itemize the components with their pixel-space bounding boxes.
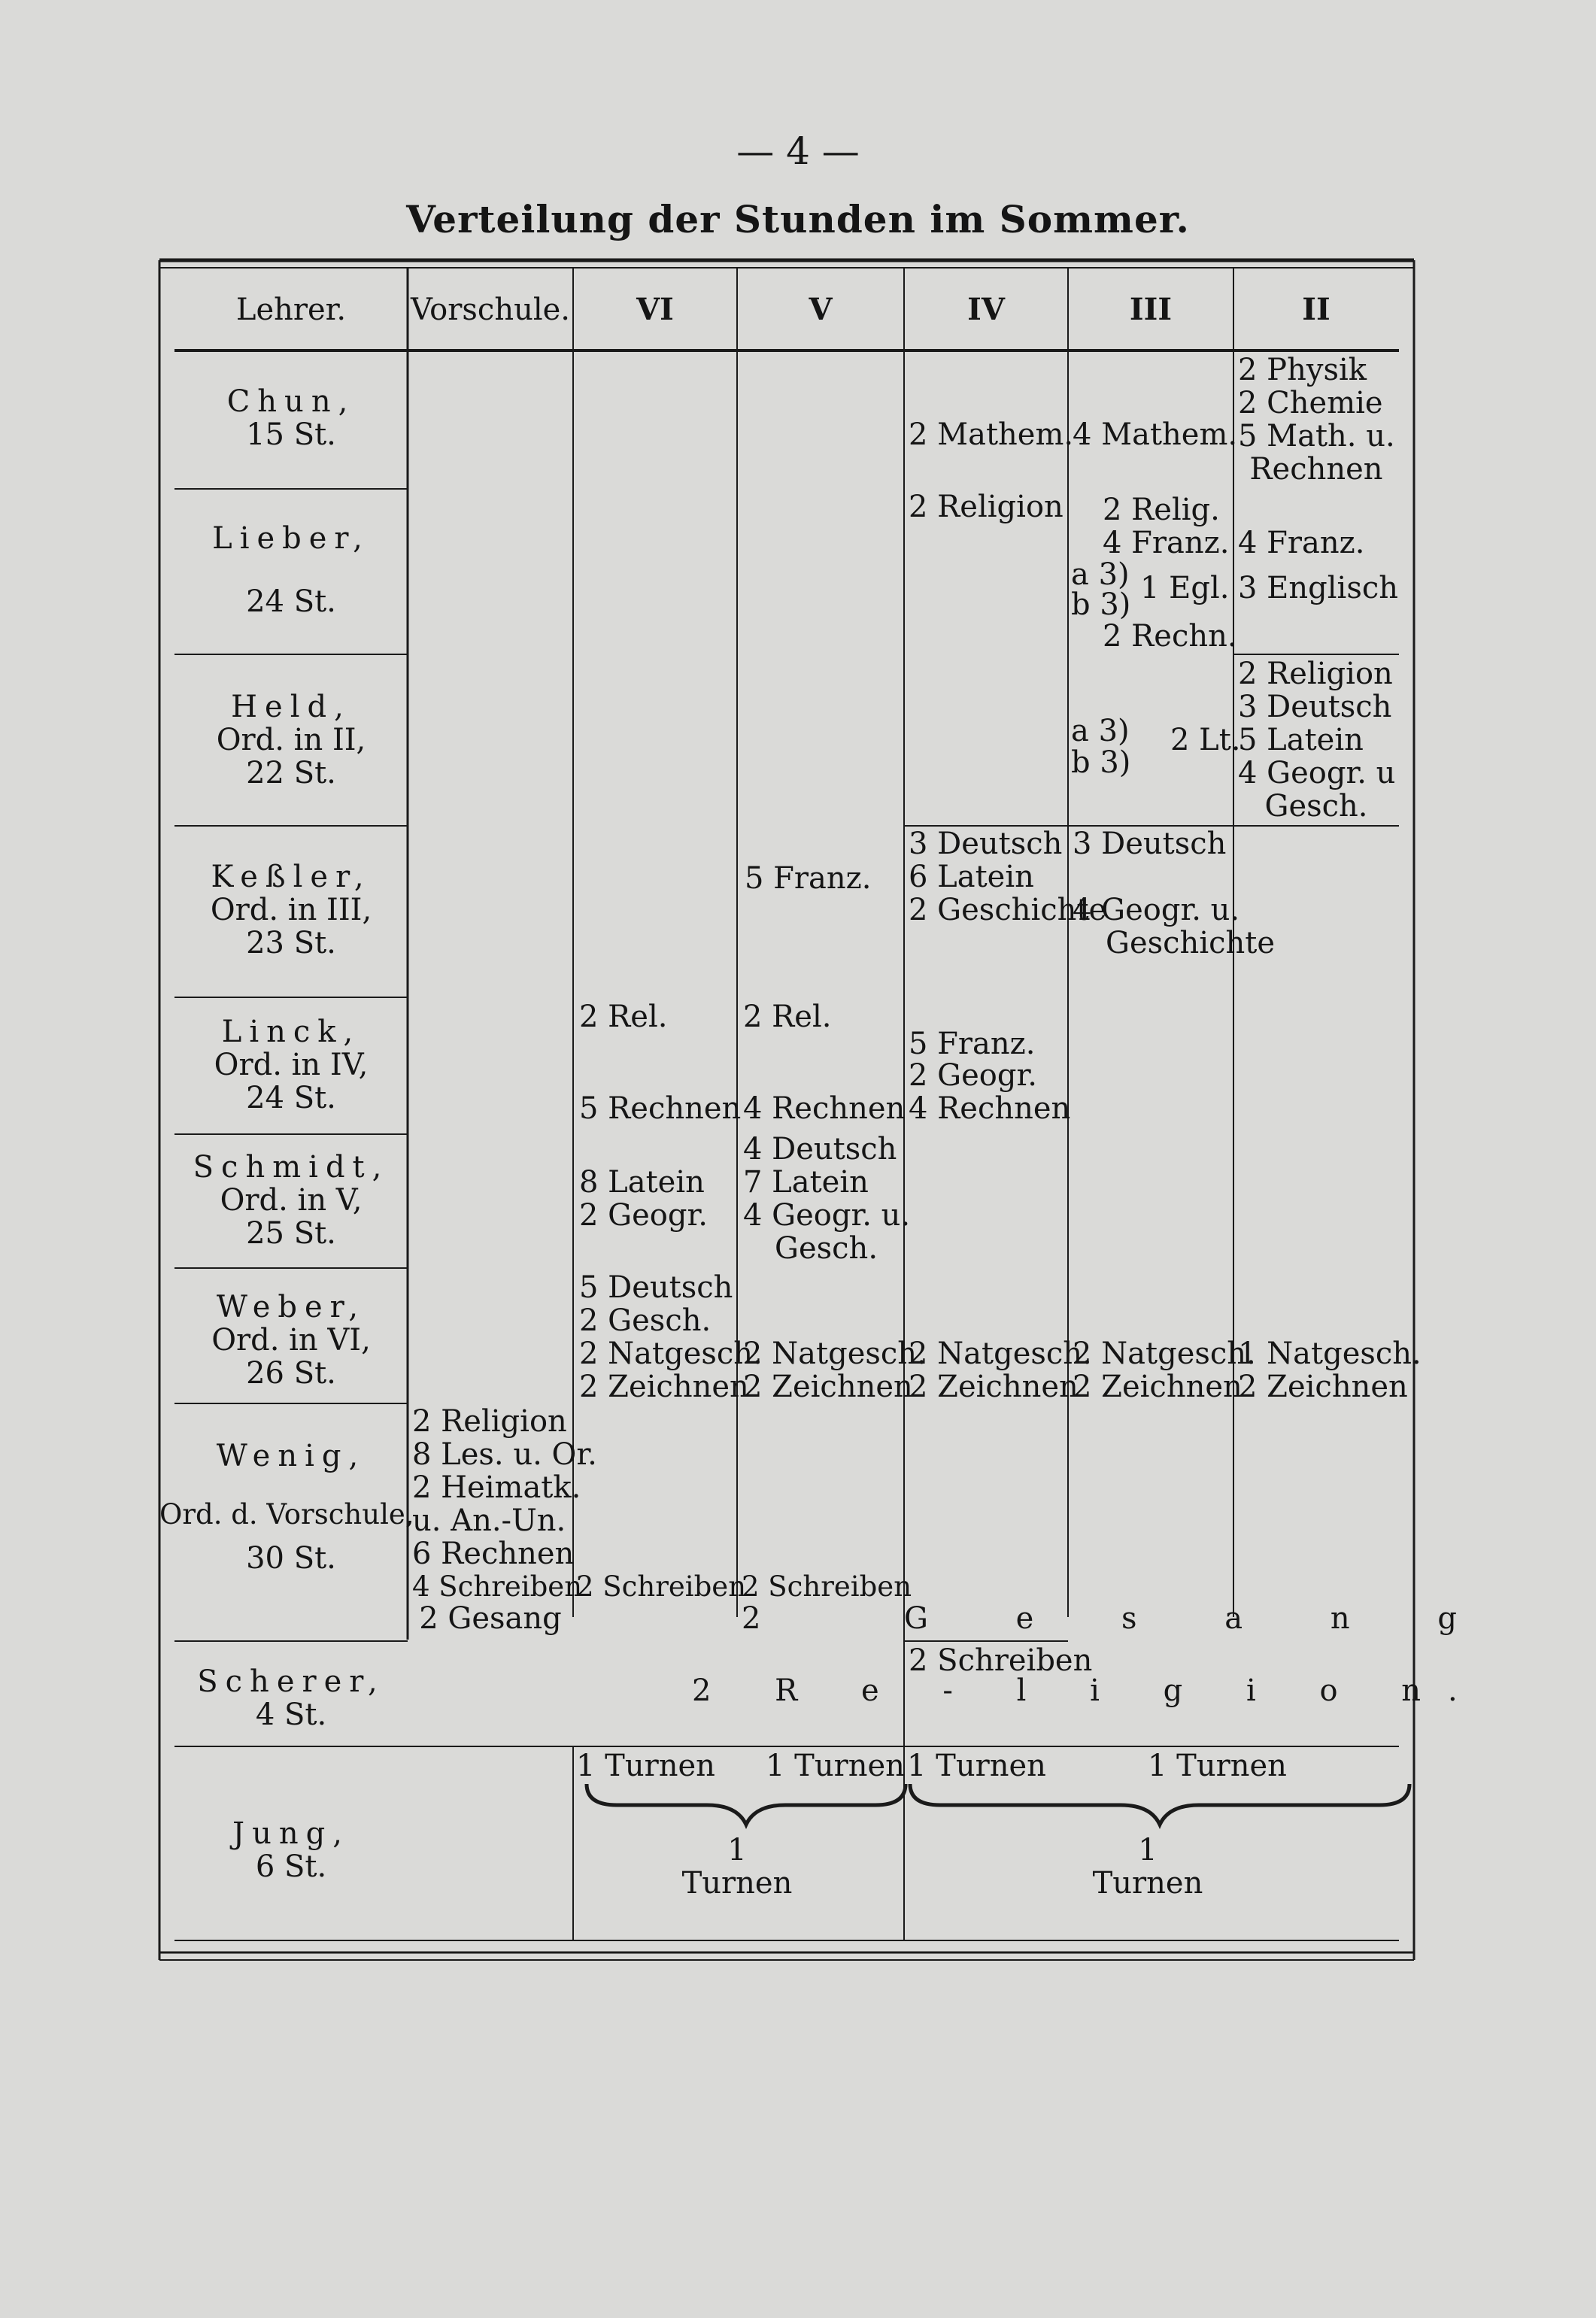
teacher-hours: 15 St. xyxy=(246,417,336,452)
schedule-cell: 4 Geogr. u xyxy=(1238,756,1396,790)
teacher-ord: Ord. in VI, xyxy=(211,1323,371,1358)
schedule-cell: 2 Natgesch. xyxy=(743,1336,927,1371)
schedule-cell: G e s a n g xyxy=(904,1601,1496,1636)
schedule-cell: 4 Geogr. u. xyxy=(1073,893,1240,927)
teacher-name: Lieber, xyxy=(212,521,370,556)
header-v: V xyxy=(809,292,833,327)
header-iv: IV xyxy=(967,292,1005,327)
teacher-hours: 30 St. xyxy=(246,1541,336,1576)
teacher-name: Wenig, xyxy=(216,1439,366,1473)
teacher-hours: 23 St. xyxy=(246,926,336,960)
schedule-cell: Geschichte xyxy=(1106,926,1276,960)
schedule-cell: 2 Zeichnen xyxy=(743,1370,913,1404)
schedule-cell: 2 Natgesch. xyxy=(1073,1336,1256,1371)
teacher-name: Linck, xyxy=(221,1015,361,1049)
schedule-cell: 3 Deutsch xyxy=(909,827,1063,861)
schedule-cell: 2 Geogr. xyxy=(909,1058,1037,1093)
header-iii: III xyxy=(1129,292,1173,327)
teacher-hours: 24 St. xyxy=(246,1081,336,1115)
schedule-cell: 1 xyxy=(727,1833,747,1867)
teacher-name: Weber, xyxy=(216,1290,366,1324)
teacher-ord: Ord. in V, xyxy=(220,1183,363,1218)
page-number: — 4 — xyxy=(736,129,860,173)
schedule-cell: 1 Natgesch. xyxy=(1238,1336,1422,1371)
teacher-hours: 25 St. xyxy=(246,1216,336,1251)
schedule-cell: 2 Zeichnen xyxy=(1073,1370,1243,1404)
schedule-cell: 2 Schreiben xyxy=(742,1570,912,1603)
teacher-name: Held, xyxy=(231,690,351,724)
schedule-cell: 1 Turnen xyxy=(1148,1749,1287,1783)
schedule-cell: 2 Religion xyxy=(412,1404,567,1439)
schedule-cell: 2 Religion xyxy=(909,490,1063,524)
schedule-cell: Gesch. xyxy=(1264,789,1368,824)
schedule-cell: 2 Lt. xyxy=(1170,723,1241,757)
teacher-ord: Ord. in II, xyxy=(216,723,366,757)
teacher-hours: 4 St. xyxy=(255,1698,327,1732)
schedule-cell: 2 Gesch. xyxy=(579,1303,712,1338)
header-vi: VI xyxy=(636,292,674,327)
schedule-cell: 2 Geschichte xyxy=(909,893,1107,927)
schedule-cell: 1 Turnen xyxy=(907,1749,1046,1783)
schedule-cell: 2 Geogr. xyxy=(579,1198,708,1233)
schedule-cell: 4 Franz. xyxy=(1238,526,1365,560)
teacher-hours: 24 St. xyxy=(246,584,336,619)
schedule-cell: a 3) xyxy=(1071,557,1130,592)
schedule-cell: 8 Latein xyxy=(579,1165,705,1200)
teacher-ord: Ord. in III, xyxy=(210,893,372,927)
schedule-cell: 5 Latein xyxy=(1238,723,1364,757)
schedule-cell: 3 Englisch xyxy=(1238,571,1399,605)
schedule-cell: Rechnen xyxy=(1249,452,1383,487)
schedule-cell: 2 Schreiben xyxy=(909,1643,1093,1678)
schedule-cell: 2 Religion xyxy=(1238,657,1393,691)
teacher-name: Scherer, xyxy=(197,1664,385,1699)
teacher-hours: 22 St. xyxy=(246,756,336,790)
teacher-name: Jung, xyxy=(232,1816,350,1851)
schedule-cell: 8 Les. u. Or. xyxy=(412,1437,597,1472)
schedule-cell: Turnen xyxy=(681,1866,793,1901)
schedule-cell: 2 Natgesch. xyxy=(579,1336,763,1371)
teacher-name: Keßler, xyxy=(211,860,372,894)
schedule-cell: b 3) xyxy=(1071,587,1131,622)
teacher-hours: 26 St. xyxy=(246,1356,336,1391)
schedule-cell: 2 xyxy=(742,1601,761,1636)
schedule-cell: 4 Rechnen xyxy=(743,1091,906,1126)
schedule-cell: 7 Latein xyxy=(743,1165,869,1200)
schedule-cell: 2 Zeichnen xyxy=(579,1370,749,1404)
schedule-cell: 2 Natgesch. xyxy=(909,1336,1092,1371)
schedule-cell: u. An.-Un. xyxy=(412,1503,566,1538)
schedule-cell: 3 Deutsch xyxy=(1238,690,1392,724)
schedule-cell: 1 Turnen xyxy=(576,1749,715,1783)
schedule-cell: 2 Heimatk. xyxy=(412,1470,581,1505)
schedule-cell: 4 Franz. xyxy=(1103,526,1230,560)
schedule-cell: 6 Latein xyxy=(909,860,1034,894)
schedule-cell: 2 Rel. xyxy=(579,1000,668,1034)
schedule-cell: a 3) xyxy=(1071,714,1130,748)
schedule-cell: 4 Geogr. u. xyxy=(743,1198,911,1233)
schedule-cell: 2 Schreiben xyxy=(576,1570,747,1603)
schedule-cell: 2 Gesang xyxy=(419,1601,562,1636)
schedule-cell: 4 Rechnen xyxy=(909,1091,1071,1126)
schedule-cell: 2 Rechn. xyxy=(1103,619,1237,654)
schedule-cell: 5 Franz. xyxy=(909,1027,1036,1061)
teacher-name: Chun, xyxy=(226,384,356,419)
schedule-cell: Turnen xyxy=(1092,1866,1203,1901)
schedule-cell: 5 Deutsch xyxy=(579,1270,733,1305)
schedule-cell: 1 Turnen xyxy=(766,1749,905,1783)
header-vorschule: Vorschule. xyxy=(410,293,571,327)
schedule-cell: 4 Schreiben xyxy=(412,1570,583,1603)
page-title: Verteilung der Stunden im Sommer. xyxy=(406,197,1190,241)
schedule-cell: 2 Physik xyxy=(1238,353,1367,387)
teacher-ord: Ord. d. Vorschule, xyxy=(159,1498,414,1531)
schedule-cell: 2 Chemie xyxy=(1238,386,1383,420)
teacher-name: Schmidt, xyxy=(193,1150,390,1185)
schedule-cell: 2 Mathem. xyxy=(909,417,1074,452)
schedule-cell: Gesch. xyxy=(775,1231,878,1266)
schedule-cell: 5 Rechnen xyxy=(579,1091,742,1126)
header-ii: II xyxy=(1302,292,1331,327)
schedule-cell: 1 Egl. xyxy=(1140,571,1230,605)
header-lehrer: Lehrer. xyxy=(235,293,347,327)
schedule-cell: 5 Math. u. xyxy=(1238,419,1395,454)
schedule-cell: 2 Zeichnen xyxy=(1238,1370,1408,1404)
schedule-cell: 3 Deutsch xyxy=(1073,827,1227,861)
teacher-ord: Ord. in IV, xyxy=(214,1048,369,1082)
schedule-cell: 4 Deutsch xyxy=(743,1132,897,1167)
schedule-cell: b 3) xyxy=(1071,745,1131,780)
schedule-cell: 2 Rel. xyxy=(743,1000,832,1034)
schedule-cell: 2 Zeichnen xyxy=(909,1370,1079,1404)
schedule-cell: 5 Franz. xyxy=(745,861,872,896)
teacher-hours: 6 St. xyxy=(255,1849,327,1884)
schedule-cell: 1 xyxy=(1138,1833,1158,1867)
schedule-cell: 2 Relig. xyxy=(1103,493,1220,527)
schedule-cell: 2 R e - l i g i o n. xyxy=(692,1673,1485,1708)
schedule-cell: 6 Rechnen xyxy=(412,1537,575,1571)
schedule-cell: 4 Mathem. xyxy=(1073,417,1238,452)
